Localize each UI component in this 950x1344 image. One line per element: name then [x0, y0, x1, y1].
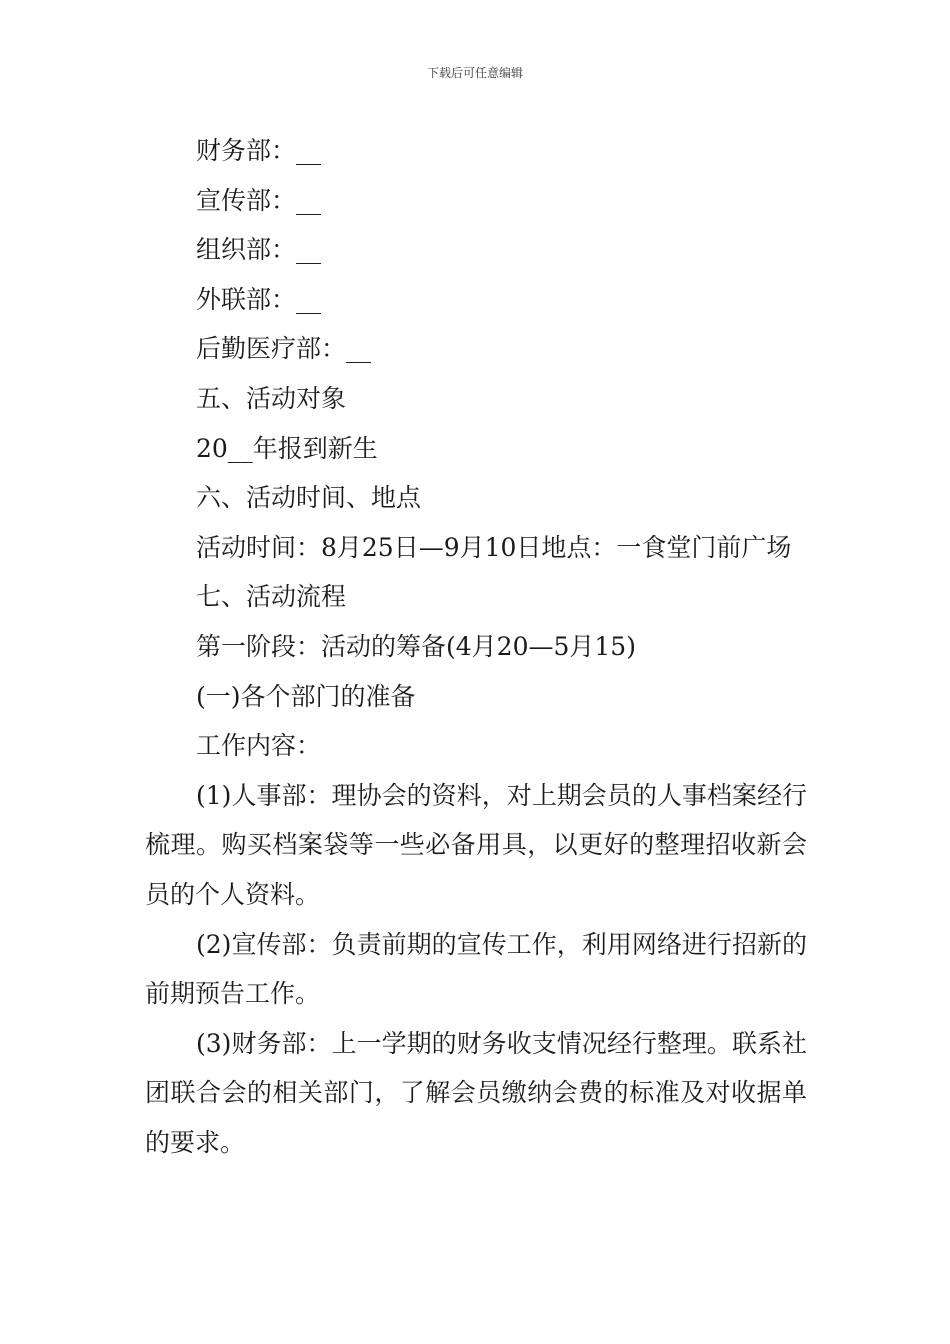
line-dept-preparation: (一)各个部门的准备 — [196, 681, 416, 711]
paragraph-publicity-dept: (2)宣传部：负责前期的宣传工作，利用网络进行招新的前期预告工作。 — [145, 929, 807, 1009]
line-organization-dept: 组织部：__ — [196, 235, 322, 265]
line-logistics-medical-dept: 后勤医疗部：__ — [196, 334, 372, 364]
paragraph-finance-dept: (3)财务部：上一学期的财务收支情况经行整理。联系社团联合会的相关部门，了解会员缴纳会费的标准及对收据单的要求。 — [145, 1028, 807, 1157]
page-header: 下载后可任意编辑 — [426, 66, 523, 80]
paragraph-time-place: 活动时间：8月25日—9月10日地点：一食堂门前广场 — [196, 532, 792, 562]
line-finance-dept: 财务部：__ — [196, 136, 322, 165]
document-body — [145, 126, 807, 1167]
line-work-content: 工作内容： — [196, 731, 322, 761]
line-publicity-dept: 宣传部：__ — [196, 185, 322, 215]
paragraph-hr-dept: (1)人事部：理协会的资料，对上期会员的人事档案经行梳理。购买档案袋等一些必备用具，以更好的整理招收新会员的个人资料。 — [145, 780, 807, 909]
line-external-dept: 外联部：__ — [196, 284, 322, 314]
section-heading-time-place: 六、活动时间、地点 — [196, 483, 422, 513]
line-target-students: 20__年报到新生 — [196, 433, 378, 463]
section-heading-target: 五、活动对象 — [196, 383, 347, 413]
line-stage-one: 第一阶段：活动的筹备(4月20—5月15) — [196, 631, 636, 661]
section-heading-process: 七、活动流程 — [196, 582, 347, 612]
